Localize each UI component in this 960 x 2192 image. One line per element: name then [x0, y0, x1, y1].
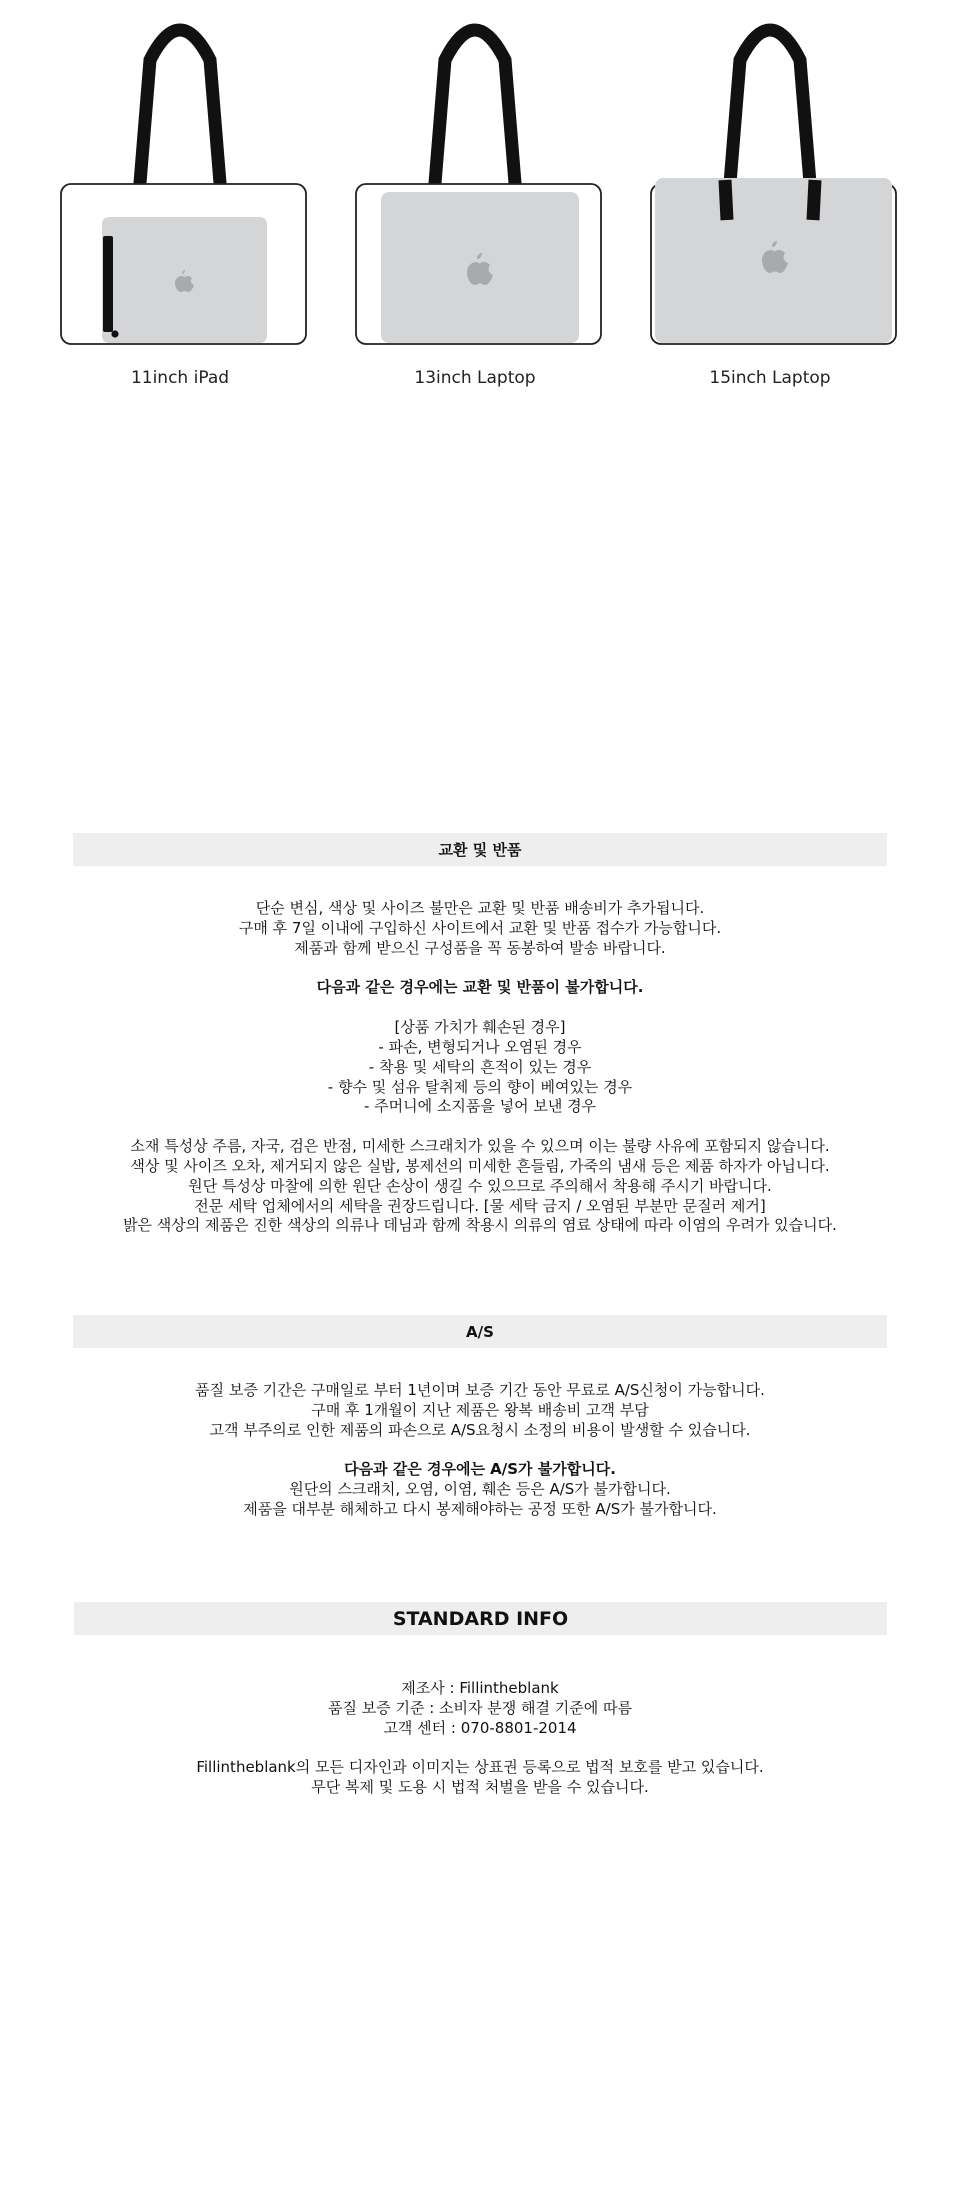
- bag-size-comparison: [0, 0, 960, 420]
- as-body: [0, 1381, 960, 1520]
- as-not-allowed-line: 원단의 스크래치, 오염, 이염, 훼손 등은 A/S가 불가합니다.: [289, 1480, 671, 1499]
- bag-laptop15-figure: [645, 20, 905, 400]
- as-not-allowed-title: 다음과 같은 경우에는 A/S가 불가합니다.: [344, 1460, 616, 1479]
- exchange-not-allowed-line: - 향수 및 섬유 탈취제 등의 향이 베여있는 경우: [327, 1077, 633, 1096]
- section-header-as: [73, 1315, 887, 1348]
- exchange-note-line: 전문 세탁 업체에서의 세탁을 권장드립니다. [물 세탁 금지 / 오염된 부분만 문질러 제거]: [194, 1196, 766, 1215]
- as-intro-line: 구매 후 1개월이 지난 제품은 왕복 배송비 고객 부담: [311, 1400, 649, 1419]
- exchange-note-line: 원단 특성상 마찰에 의한 원단 손상이 생길 수 있으므로 주의해서 착용해 주시기 바랍니다.: [188, 1176, 772, 1195]
- as-intro-line: 품질 보증 기간은 구매일로 부터 1년이며 보증 기간 동안 무료로 A/S신청이 가능합니다.: [195, 1381, 765, 1399]
- tote-bag-with-13inch-laptop-icon: [350, 20, 610, 360]
- as-intro-line: 고객 부주의로 인한 제품의 파손으로 A/S요청시 소정의 비용이 발생할 수 있습니다.: [209, 1420, 751, 1439]
- exchange-intro-line: 제품과 함께 받으신 구성품을 꼭 동봉하여 발송 바랍니다.: [294, 938, 666, 957]
- standard-info-line: 제조사 : Fillintheblank: [401, 1679, 559, 1697]
- bag-label-ipad: 11inch iPad: [130, 368, 230, 388]
- standard-info-line: 품질 보증 기준 : 소비자 분쟁 해결 기준에 따름: [327, 1698, 633, 1717]
- as-title: A/S: [466, 1322, 494, 1341]
- bag-ipad-figure: [55, 20, 315, 400]
- exchange-body: [0, 899, 960, 1236]
- exchange-not-allowed-line: [상품 가치가 훼손된 경우]: [394, 1018, 566, 1037]
- as-not-allowed-line: 제품을 대부분 해체하고 다시 봉제해야하는 공정 또한 A/S가 불가합니다.: [243, 1499, 717, 1518]
- tote-bag-with-ipad-icon: [55, 20, 315, 360]
- standard-title: STANDARD INFO: [392, 1607, 569, 1630]
- exchange-not-allowed-title: 다음과 같은 경우에는 교환 및 반품이 불가합니다.: [316, 978, 644, 997]
- exchange-title: 교환 및 반품: [438, 841, 522, 859]
- exchange-not-allowed-line: - 착용 및 세탁의 흔적이 있는 경우: [368, 1057, 592, 1076]
- exchange-intro-line: 구매 후 7일 이내에 구입하신 사이트에서 교환 및 반품 접수가 가능합니다.: [238, 918, 722, 937]
- exchange-intro-line: 단순 변심, 색상 및 사이즈 불만은 교환 및 반품 배송비가 추가됩니다.: [255, 899, 705, 917]
- section-header-standard-info: [74, 1602, 887, 1635]
- exchange-note-line: 밝은 색상의 제품은 진한 색상의 의류나 데님과 함께 착용시 의류의 염료 상태에 따라 이염의 우려가 있습니다.: [123, 1216, 837, 1235]
- standard-body: [0, 1679, 960, 1798]
- standard-legal-line: 무단 복제 및 도용 시 법적 처벌을 받을 수 있습니다.: [311, 1778, 649, 1797]
- exchange-note-line: 소재 특성상 주름, 자국, 검은 반점, 미세한 스크래치가 있을 수 있으며 이는 불량 사유에 포함되지 않습니다.: [130, 1137, 830, 1156]
- bag-label-laptop13: 13inch Laptop: [414, 368, 536, 388]
- exchange-not-allowed-line: - 파손, 변형되거나 오염된 경우: [378, 1037, 582, 1056]
- tote-bag-with-15inch-laptop-icon: [645, 20, 905, 360]
- bag-label-laptop15: 15inch Laptop: [709, 368, 831, 388]
- exchange-not-allowed-line: - 주머니에 소지품을 넣어 보낸 경우: [363, 1097, 597, 1116]
- exchange-note-line: 색상 및 사이즈 오차, 제거되지 않은 실밥, 봉제선의 미세한 흔들림, 가죽의 냄새 등은 제품 하자가 아닙니다.: [130, 1156, 830, 1175]
- standard-legal-line: Fillintheblank의 모든 디자인과 이미지는 상표권 등록으로 법적 보호를 받고 있습니다.: [196, 1758, 764, 1777]
- standard-info-line: 고객 센터 : 070-8801-2014: [383, 1718, 577, 1737]
- bag-laptop13-figure: [350, 20, 610, 400]
- section-header-exchange: [73, 833, 887, 866]
